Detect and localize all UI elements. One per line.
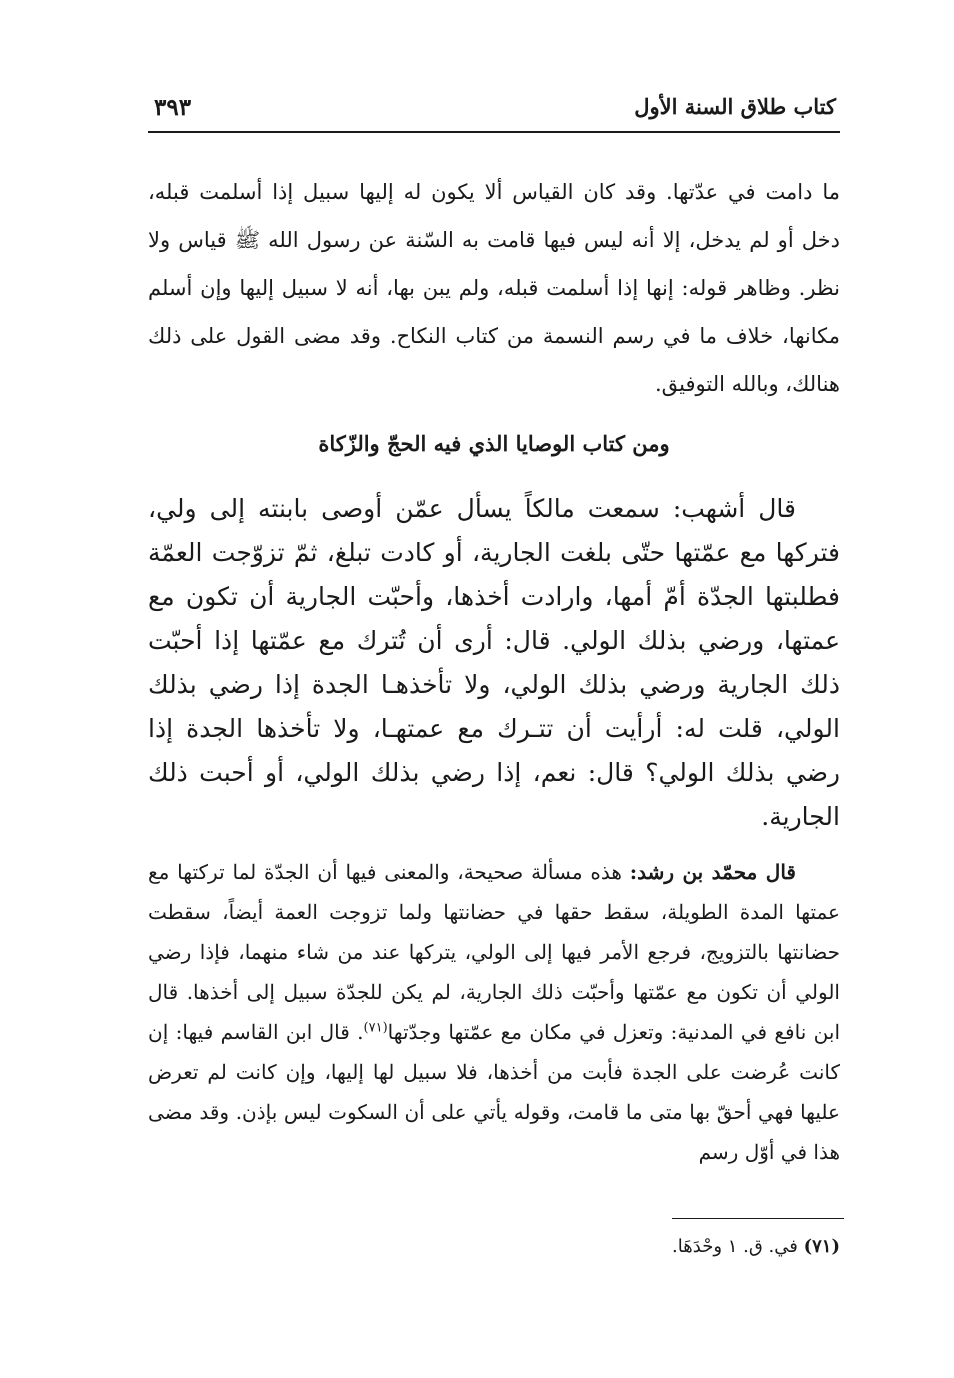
section-heading: ومن كتاب الوصايا الذي فيه الحجّ والزّكاة: [318, 431, 670, 456]
intro-paragraph: [148, 168, 840, 408]
commentary-text-part1: هذه مسألة صحيحة، والمعنى فيها أن الجدّة لما تركتها مع عمتها المدة الطويلة، سقط حقها في حضانتها ولما تزوجت العمة أيضاً، سقطت حضانتها بالتزويج، فرجع الأمر فيها إلى الولي، يتركها عند من شاء منهما، فإذا رضي الولي أن تكون مع عمّتها وأحبّت ذلك الجارية، لم يكن للجدّة سبيل إلى أخذها. قال ابن نافع في المدنية: وتعزل في مكان مع عمّتها وجدّتها: [148, 860, 840, 1044]
footnote-number: (٧١): [803, 1236, 840, 1257]
footnote: [148, 1232, 840, 1262]
running-title: كتاب طلاق السنة الأول: [634, 94, 836, 119]
commentary-lead: قال محمّد بن رشد:: [629, 860, 796, 884]
commentary-text-part2: . قال ابن القاسم فيها: إن كانت عُرضت على الجدة فأبت من أخذها، فلا سبيل لها إليها، وإن كانت لم تعرض عليها فهي أحقّ بها متى ما قامت، وقوله يأتي على أن السكوت ليس بإذن. وقد مضى هذا في أوّل رسم: [148, 1020, 840, 1164]
quote-paragraph-text: قال أشهب: سمعت مالكاً يسأل عمّن أوصى بابنته إلى ولي، فتركها مع عمّتها حتّى بلغت الجارية، أو كادت تبلغ، ثمّ تزوّجت العمّة فطلبتها الجدّة أمّ أمها، وارادت أخذها، وأحبّت الجارية أن تكون مع عمتها، ورضي بذلك الولي. قال: أرى أن تُترك مع عمّتها إذا أحبّت ذلك الجارية ورضي بذلك الولي، ولا تأخذهـا الجدة إذا رضي بذلك الولي، قلت له: أرأيت أن تتـرك مع عمتهـا، ولا تأخذها الجدة إذا رضي بذلك الولي؟ قال: نعم، إذا رضي بذلك الولي، أو أحبت ذلك الجارية.: [148, 494, 840, 831]
page-header: [148, 92, 840, 128]
footnote-text: في. ق. ١ وحْدَهَا.: [672, 1236, 804, 1257]
intro-paragraph-text: ما دامت في عدّتها. وقد كان القياس ألا يكون له إليها سبيل إذا أسلمت قبله، دخل أو لم يدخل، إلا أنه ليس فيها قامت به السّنة عن رسول الله ﷺ قياس ولا نظر. وظاهر قوله: إنها إذا أسلمت قبله، ولم يبن بها، أنه لا سبيل إليها وإن أسلم مكانها، خلاف ما في رسم النسمة من كتاب النكاح. وقد مضى القول على ذلك هنالك، وبالله التوفيق.: [148, 180, 840, 396]
commentary-paragraph-text: [148, 852, 840, 1172]
footnote-reference[interactable]: (٧١): [363, 1020, 388, 1036]
quote-paragraph: [148, 487, 840, 839]
page-number: ٣٩٣: [154, 94, 192, 121]
footnote-rule: [672, 1218, 844, 1219]
commentary-paragraph: [148, 852, 840, 1172]
header-rule: [148, 131, 840, 133]
